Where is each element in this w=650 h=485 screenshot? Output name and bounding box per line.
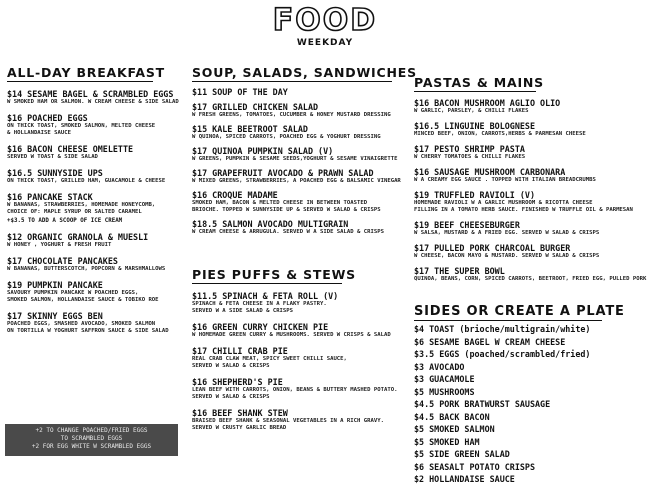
menu-item-description: SERVED W SALAD & CRISPS (192, 363, 270, 369)
side-item-name: $5 MUSHROOMS (414, 386, 475, 397)
menu-item-name: $11.5 SPINACH & FETA ROLL (V) (192, 291, 339, 301)
breakfast-list (7, 89, 187, 335)
menu-item (192, 190, 407, 214)
menu-item-name: $16 POACHED EGGS (7, 113, 88, 123)
section-heading-soups: SOUP, SALADS, SANDWICHES (192, 65, 417, 80)
menu-item-name: $17 QUINOA PUMPKIN SALAD (V) (192, 146, 334, 156)
menu-item (7, 192, 187, 225)
menu-item-description: POACHED EGGS, SMASHED AVOCADO, SMOKED SALMON (7, 321, 156, 327)
menu-item-addon: +$3.5 TO ADD A SCOOP OF ICE CREAM (7, 218, 123, 224)
menu-item-description: W CHEESE, BACON MAYO & MUSTARD. SERVED W SALAD & CRISPS (414, 253, 600, 259)
menu-item-description: REAL CRAB CLAW MEAT, SPICY SWEET CHILLI SAUCE, (192, 356, 347, 362)
side-item-name: $5 SMOKED HAM (414, 436, 480, 447)
side-item-name: $5 SMOKED SALMON (414, 424, 495, 434)
menu-item-name: $15 KALE BEETROOT SALAD (192, 124, 308, 134)
menu-item-description: BRIOCHE. TOPPED W SUNNYSIDE UP & SERVED W SALAD & CRISPS (192, 207, 381, 213)
menu-item (192, 124, 407, 141)
menu-item-name: $16 BACON MUSHROOM AGLIO OLIO (414, 98, 561, 108)
menu-item-name: $16 PANCAKE STACK (7, 192, 93, 202)
side-item-name: $5 SIDE GREEN SALAD (414, 449, 510, 459)
menu-item-name: $16.5 SUNNYSIDE UPS (7, 168, 103, 178)
sides-list (414, 324, 646, 485)
menu-item-description: SERVED W A SIDE SALAD & CRISPS (192, 308, 294, 314)
menu-item-name: $16.5 LINGUINE BOLOGNESE (414, 121, 536, 131)
menu-item-name: $16 CROQUE MADAME (192, 190, 278, 200)
side-item (414, 462, 646, 473)
menu-item (414, 190, 646, 214)
menu-item-name: $17 CHOCOLATE PANCAKES (7, 256, 118, 266)
menu-item-description: W SALSA, MUSTARD & A FRIED EGG. SERVED W SALAD & CRISPS (414, 230, 600, 236)
menu-item-name: $17 GRAPEFRUIT AVOCADO & PRAWN SALAD (192, 168, 374, 178)
soups-list (192, 87, 407, 236)
menu-item (7, 168, 187, 185)
menu-item-description: SERVED W SALAD & CRISPS (192, 394, 270, 400)
menu-item-name: $12 ORGANIC GRANOLA & MUESLI (7, 232, 149, 242)
menu-item (414, 98, 646, 115)
menu-subtitle: WEEKDAY (296, 38, 354, 48)
menu-item (192, 87, 407, 97)
menu-item-description: & HOLLANDAISE SAUCE (7, 130, 71, 136)
side-item (414, 399, 646, 410)
menu-item-description: QUINOA, BEANS, CORN, SPICED CARROTS, BEETROOT, FRIED EGG, PULLED PORK (414, 276, 647, 282)
side-item-name: $2 HOLLANDAISE SAUCE (414, 474, 515, 484)
menu-item (7, 144, 187, 161)
menu-item (414, 144, 646, 161)
section-heading-pies: PIES PUFFS & STEWS (192, 267, 356, 282)
menu-item-name: $14 SESAME BAGEL & SCRAMBLED EGGS (7, 89, 174, 99)
menu-item-name: $16 GREEN CURRY CHICKEN PIE (192, 322, 329, 332)
side-item (414, 437, 646, 448)
menu-item-description: W CREAM CHEESE & ARRUGULA. SERVED W A SIDE SALAD & CRISPS (192, 229, 384, 235)
side-item (414, 387, 646, 398)
menu-item-description: W BANANAS, STRAWBERRIES, HOMEMADE HONEYCOMB, (7, 202, 156, 208)
side-item (414, 474, 646, 485)
menu-item (7, 232, 187, 249)
side-item (414, 324, 646, 335)
menu-item (7, 280, 187, 304)
soups-column (192, 65, 417, 236)
side-item-name: $6 SESAME BAGEL W CREAM CHEESE (414, 336, 566, 347)
side-item-name: $3 GUACAMOLE (414, 374, 475, 384)
side-item (414, 362, 646, 373)
menu-item (192, 377, 407, 401)
menu-item (414, 220, 646, 237)
menu-item (192, 291, 407, 315)
note-text: +2 TO CHANGE POACHED/FRIED EGGS TO SCRAMBLED EGGS +2 FOR EGG WHITE W SCRAMBLED EGGS (31, 427, 152, 450)
menu-item-description: SERVED W CRUSTY GARLIC BREAD (192, 425, 287, 431)
menu-item-name: $16 SHEPHERD'S PIE (192, 377, 283, 387)
menu-item (192, 168, 407, 185)
menu-item-description: SMOKED SALMON, HOLLANDAISE SAUCE & TOBIKO ROE (7, 297, 159, 303)
menu-item-name: $16 BACON CHEESE OMELETTE (7, 144, 134, 154)
side-item (414, 337, 646, 348)
menu-item-name: $17 PESTO SHRIMP PASTA (414, 144, 525, 154)
side-item-name: $4 TOAST (brioche/multigrain/white) (414, 324, 591, 334)
side-item-name: $4.5 PORK BRATWURST SAUSAGE (414, 399, 551, 409)
side-item-name: $3 AVOCADO (414, 361, 465, 372)
menu-item-name: $16 BEEF SHANK STEW (192, 408, 288, 418)
side-item (414, 374, 646, 385)
menu-item (192, 346, 407, 370)
menu-item-description: W GREENS, PUMPKIN & SESAME SEEDS,YOGHURT & SESAME VINAIGRETTE (192, 156, 398, 162)
menu-item-description: SMOKED HAM, BACON & MELTED CHEESE IN BETWEEN TOASTED (192, 200, 368, 206)
breakfast-column (7, 66, 187, 335)
menu-item-description: SERVED W TOAST & SIDE SALAD (7, 154, 98, 160)
pies-list (192, 291, 407, 432)
menu-item-description: SAVOURY PUMPKIN PANCAKE W POACHED EGGS, (7, 290, 139, 296)
menu-item-description: W HOMEMADE GREEN CURRY & MUSHROOMS. SERVED W CRISPS & SALAD (192, 332, 391, 338)
side-item-name: $4.5 BACK BACON (414, 411, 490, 422)
menu-item-description: W MIXED GREENS, STRAWBERRIES, A POACHED EGG & BALSAMIC VINEGAR (192, 178, 401, 184)
menu-item-description: ON THICK TOAST, GRILLED HAM, GUACAMOLE & CHEESE (7, 178, 166, 184)
menu-item (192, 219, 407, 236)
menu-item-name: $17 THE SUPER BOWL (414, 266, 505, 276)
side-item-name: $6 SEASALT POTATO CRISPS (414, 461, 536, 472)
menu-item-description: BRAISED BEEF SHANK & SEASONAL VEGETABLES IN A RICH GRAVY. (192, 418, 384, 424)
menu-item-description: SPINACH & FETA CHEESE IN A FLAKY PASTRY. (192, 301, 327, 307)
side-item (414, 412, 646, 423)
menu-item-name: $17 CHILLI CRAB PIE (192, 346, 288, 356)
menu-item (7, 113, 187, 137)
pies-column (192, 268, 407, 432)
menu-item-name: $18.5 SALMON AVOCADO MULTIGRAIN (192, 219, 349, 229)
egg-change-note (5, 424, 178, 456)
menu-item-description: CHOICE OF: MAPLE SYRUP OR SALTED CARAMEL (7, 209, 142, 215)
section-heading-pastas: PASTAS & MAINS (414, 75, 544, 90)
side-item-name: $3.5 EGGS (poached/scrambled/fried) (414, 349, 591, 359)
menu-item-description: ON THICK TOAST, SMOKED SALMON, MELTED CHEESE (7, 123, 156, 129)
menu-item (192, 146, 407, 163)
menu-item (192, 102, 407, 119)
menu-item-description: W BANANAS, BUTTERSCOTCH, POPCORN & MARSHMALLOWS (7, 266, 166, 272)
menu-item-description: MINCED BEEF, ONION, CARROTS,HERBS & PARMESAN CHEESE (414, 131, 586, 137)
menu-item (414, 266, 646, 283)
menu-item (7, 256, 187, 273)
menu-item-description: W FRESH GREENS, TOMATOES, CUCUMBER & HONEY MUSTARD DRESSING (192, 112, 391, 118)
menu-title: FOOD (272, 3, 378, 38)
menu-item-description: W QUINOA, SPICED CARROTS, POACHED EGG & YOGHURT DRESSING (192, 134, 381, 140)
menu-item-name: $19 TRUFFLED RAVIOLI (V) (414, 190, 536, 200)
side-item (414, 449, 646, 460)
menu-item (414, 121, 646, 138)
menu-item-name: $19 PUMPKIN PANCAKE (7, 280, 103, 290)
pastas-column (414, 76, 646, 283)
menu-item (414, 167, 646, 184)
menu-item-name: $17 GRILLED CHICKEN SALAD (192, 102, 319, 112)
menu-item-description: LEAN BEEF WITH CARROTS, ONION, BEANS & BUTTERY MASHED POTATO. (192, 387, 398, 393)
menu-item-description: W GARLIC, PARSLEY, & CHILLI FLAKES (414, 108, 529, 114)
menu-item-name: $16 SAUSAGE MUSHROOM CARBONARA (414, 167, 566, 177)
menu-item-description: W SMOKED HAM OR SALMON. W CREAM CHEESE & SIDE SALAD (7, 99, 179, 105)
menu-item (7, 311, 187, 335)
section-heading-sides: SIDES OR CREATE A PLATE (414, 304, 625, 319)
menu-item (7, 89, 187, 106)
menu-item-description: W A CREAMY EGG SAUCE . TOPPED WITH ITALIAN BREADCRUMBS (414, 177, 596, 183)
side-item (414, 424, 646, 435)
menu-item-description: W HONEY , YOGHURT & FRESH FRUIT (7, 242, 112, 248)
menu-item-name: $11 SOUP OF THE DAY (192, 87, 288, 97)
menu-item-name: $17 PULLED PORK CHARCOAL BURGER (414, 243, 571, 253)
menu-item-description: ON TORTILLA W YOGHURT SAFFRON SAUCE & SIDE SALAD (7, 328, 169, 334)
menu-item (192, 408, 407, 432)
menu-item-name: $19 BEEF CHEESEBURGER (414, 220, 520, 230)
menu-item-description: FILLING IN A TOMATO HERB SAUCE. FINISHED W TRUFFLE OIL & PARMESAN (414, 207, 633, 213)
side-item (414, 349, 646, 360)
menu-item-description: W CHERRY TOMATOES & CHILLI FLAKES (414, 154, 526, 160)
menu-item-description: HOMEMADE RAVIOLI W A GARLIC MUSHROOM & RICOTTA CHEESE (414, 200, 593, 206)
menu-item (414, 243, 646, 260)
section-heading-breakfast: ALL-DAY BREAKFAST (7, 65, 166, 80)
pastas-list (414, 98, 646, 283)
menu-item (192, 322, 407, 339)
menu-item-name: $17 SKINNY EGGS BEN (7, 311, 103, 321)
sides-column (414, 305, 646, 485)
